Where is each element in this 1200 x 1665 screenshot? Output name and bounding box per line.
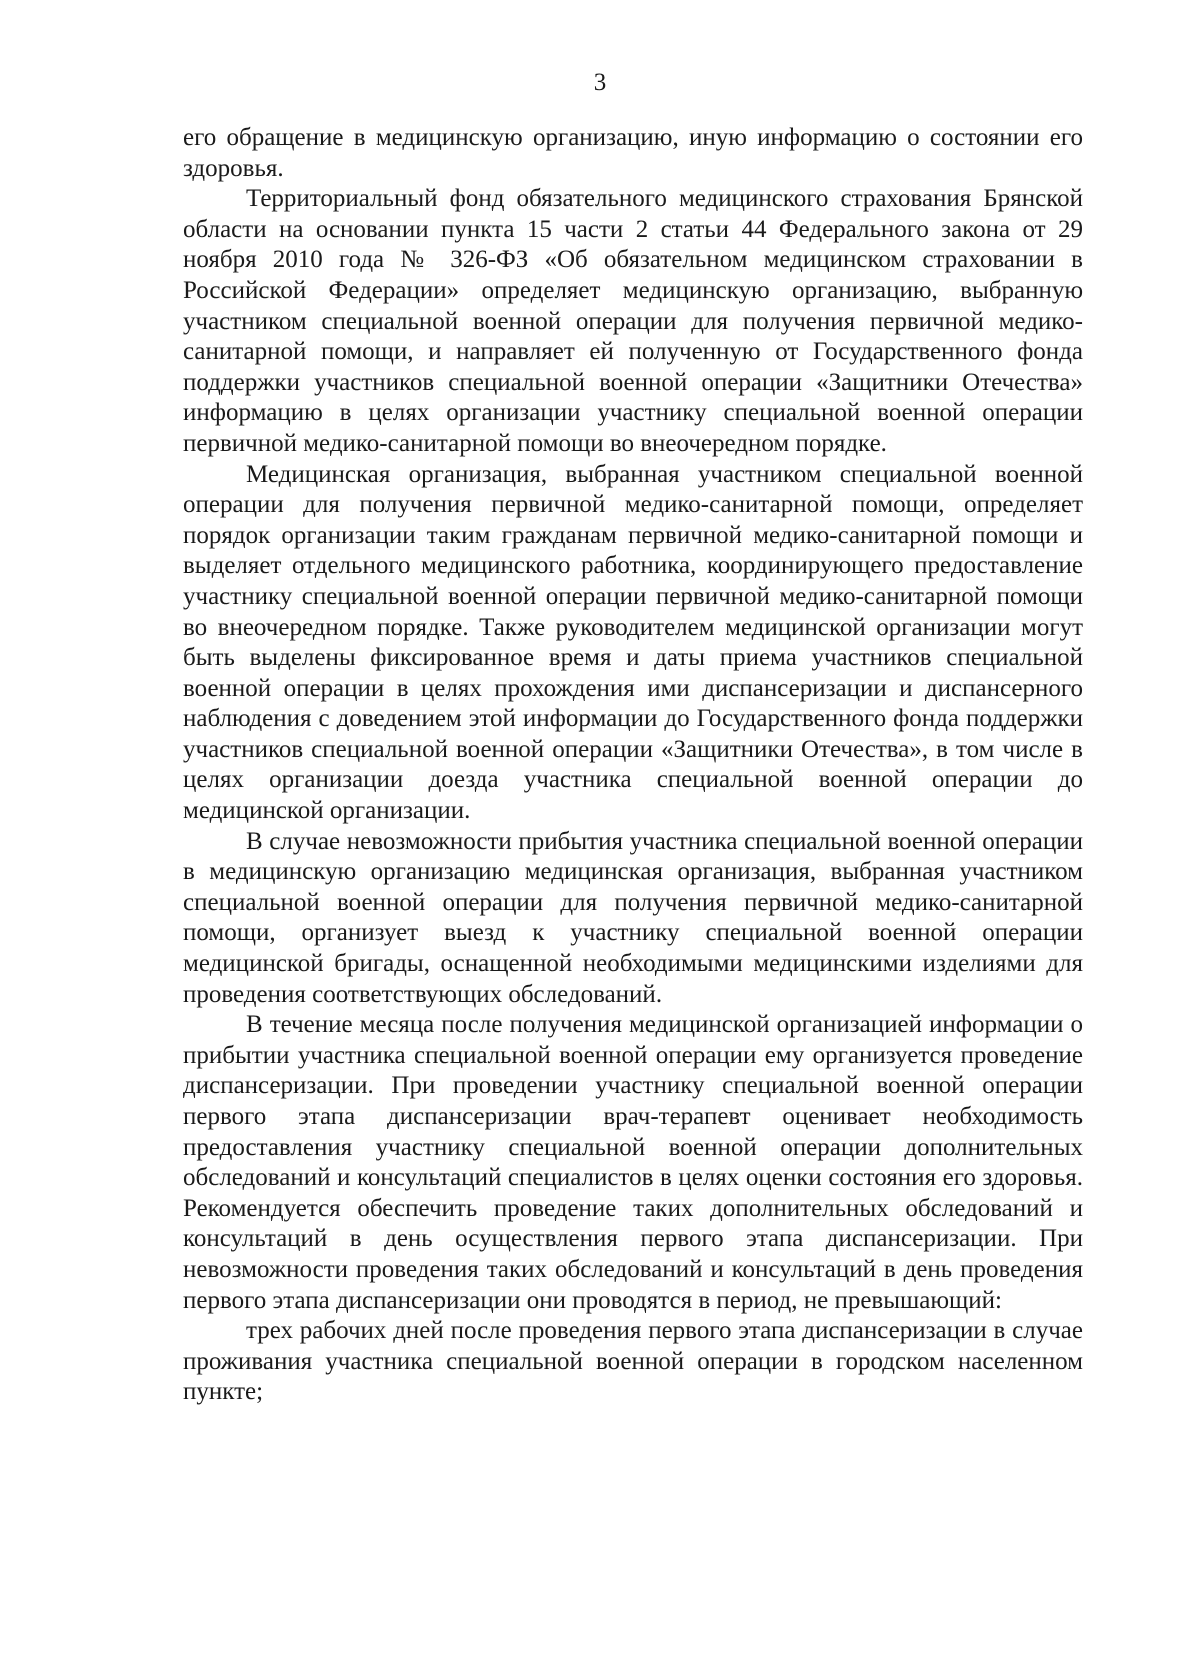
paragraph-territorial-fund: Территориальный фонд обязательного медицинского страхования Брянской области на основании пункта 15 части 2 статьи 44 Федерального закона от 29 ноября 2010 года № 326-ФЗ «Об обязательном медицинском страховании в Российской Федерации» определяет медицинскую организацию, выбранную участником специальной военной операции для получения первичной медико-санитарной помощи, и направляет ей полученную от Государственного фонда поддержки участников специальной военной операции «Защитники Отечества» информацию в целях организации участнику специальной военной операции первичной медико-санитарной помощи во внеочередном порядке. <box>183 185 1083 457</box>
paragraph-continuation: его обращение в медицинскую организацию, иную информацию о состоянии его здоровья. <box>183 124 1083 182</box>
paragraph-inability-to-arrive: В случае невозможности прибытия участника специальной военной операции в медицинскую организацию медицинская организация, выбранная участником специальной военной операции для получения первичной медико-санитарной помощи, организует выезд к участнику специальной военной операции медицинской бригады, оснащенной необходимыми медицинскими изделиями для проведения соответствующих обследований. <box>183 827 1083 1008</box>
document-body <box>183 123 1083 1408</box>
paragraph-three-working-days: трех рабочих дней после проведения первого этапа диспансеризации в случае проживания участника специальной военной операции в городском населенном пункте; <box>183 1317 1083 1406</box>
page-number: 3 <box>593 69 607 96</box>
paragraph-dispensary-examination: В течение месяца после получения медицинской организацией информации о прибытии участника специальной военной операции ему организуется проведение диспансеризации. При проведении участнику специальной военной операции первого этапа диспансеризации врач-терапевт оценивает необходимость предоставления участнику специальной военной операции дополнительных обследований и консультаций специалистов в целях оценки состояния его здоровья. Рекомендуется обеспечить проведение таких дополнительных обследований и консультаций в день осуществления первого этапа диспансеризации. При невозможности проведения таких обследований и консультаций в день проведения первого этапа диспансеризации они проводятся в период, не превышающий: <box>183 1011 1083 1314</box>
paragraph-medical-organization: Медицинская организация, выбранная участником специальной военной операции для получения первичной медико-санитарной помощи, определяет порядок организации таким гражданам первичной медико-санитарной помощи и выделяет отдельного медицинского работника, координирующего предоставление участнику специальной военной операции первичной медико-санитарной помощи во внеочередном порядке. Также руководителем медицинской организации могут быть выделены фиксированное время и даты приема участников специальной военной операции в целях прохождения ими диспансеризации и диспансерного наблюдения с доведением этой информации до Государственного фонда поддержки участников специальной военной операции «Защитники Отечества», в том числе в целях организации доезда участника специальной военной операции до медицинской организации. <box>183 460 1083 825</box>
